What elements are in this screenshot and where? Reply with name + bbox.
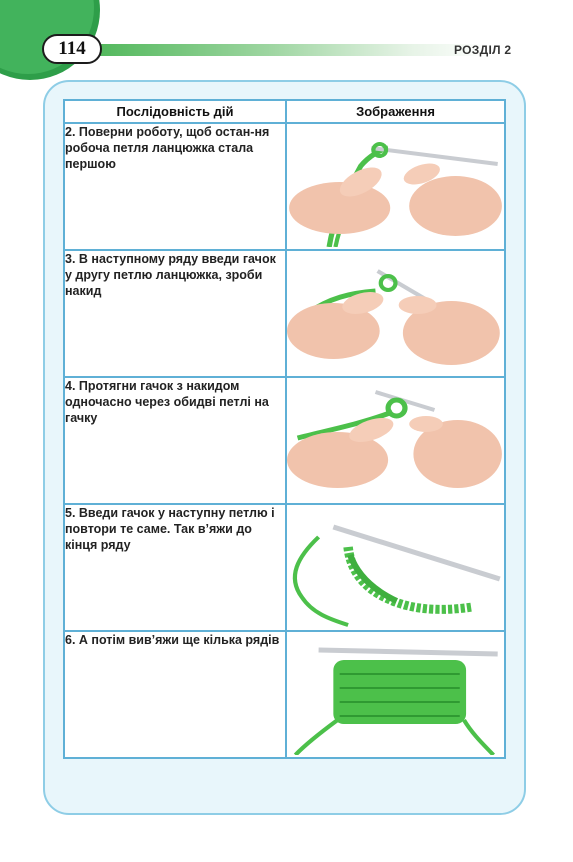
step-image-cell <box>286 123 505 250</box>
step-image-cell <box>286 631 505 758</box>
table-row <box>64 504 505 631</box>
crochet-photo-row-knitting <box>287 507 504 628</box>
step-text: 2. Поверни роботу, щоб остан-ня робоча петля ланцюжка стала першою <box>64 123 286 250</box>
crochet-photo-several-rows <box>287 634 504 755</box>
crochet-photo-pull-through <box>287 380 504 501</box>
step-text: 3. В наступному ряду введи гачок у другу петлю ланцюжка, зроби накид <box>64 250 286 377</box>
crochet-photo-insert-hook <box>287 253 504 374</box>
step-image-cell <box>286 250 505 377</box>
column-header-actions: Послідовність дій <box>64 100 286 123</box>
column-header-image: Зображення <box>286 100 505 123</box>
table-row <box>64 631 505 758</box>
step-text: 6. А потім вив’яжи ще кілька рядів <box>64 631 286 758</box>
table-row <box>64 377 505 504</box>
crochet-photo-turn-work <box>287 126 504 247</box>
header-bar <box>96 44 488 56</box>
step-image-cell <box>286 504 505 631</box>
section-label: РОЗДІЛ 2 <box>454 43 512 57</box>
table-row <box>64 123 505 250</box>
table-row <box>64 250 505 377</box>
step-text: 4. Протягни гачок з накидом одночасно через обидві петлі на гачку <box>64 377 286 504</box>
step-text: 5. Введи гачок у наступну петлю і повтори те саме. Так в’яжи до кінця ряду <box>64 504 286 631</box>
step-image-cell <box>286 377 505 504</box>
table-header-row <box>64 100 505 123</box>
steps-table <box>63 99 506 759</box>
page-number: 114 <box>42 34 102 64</box>
